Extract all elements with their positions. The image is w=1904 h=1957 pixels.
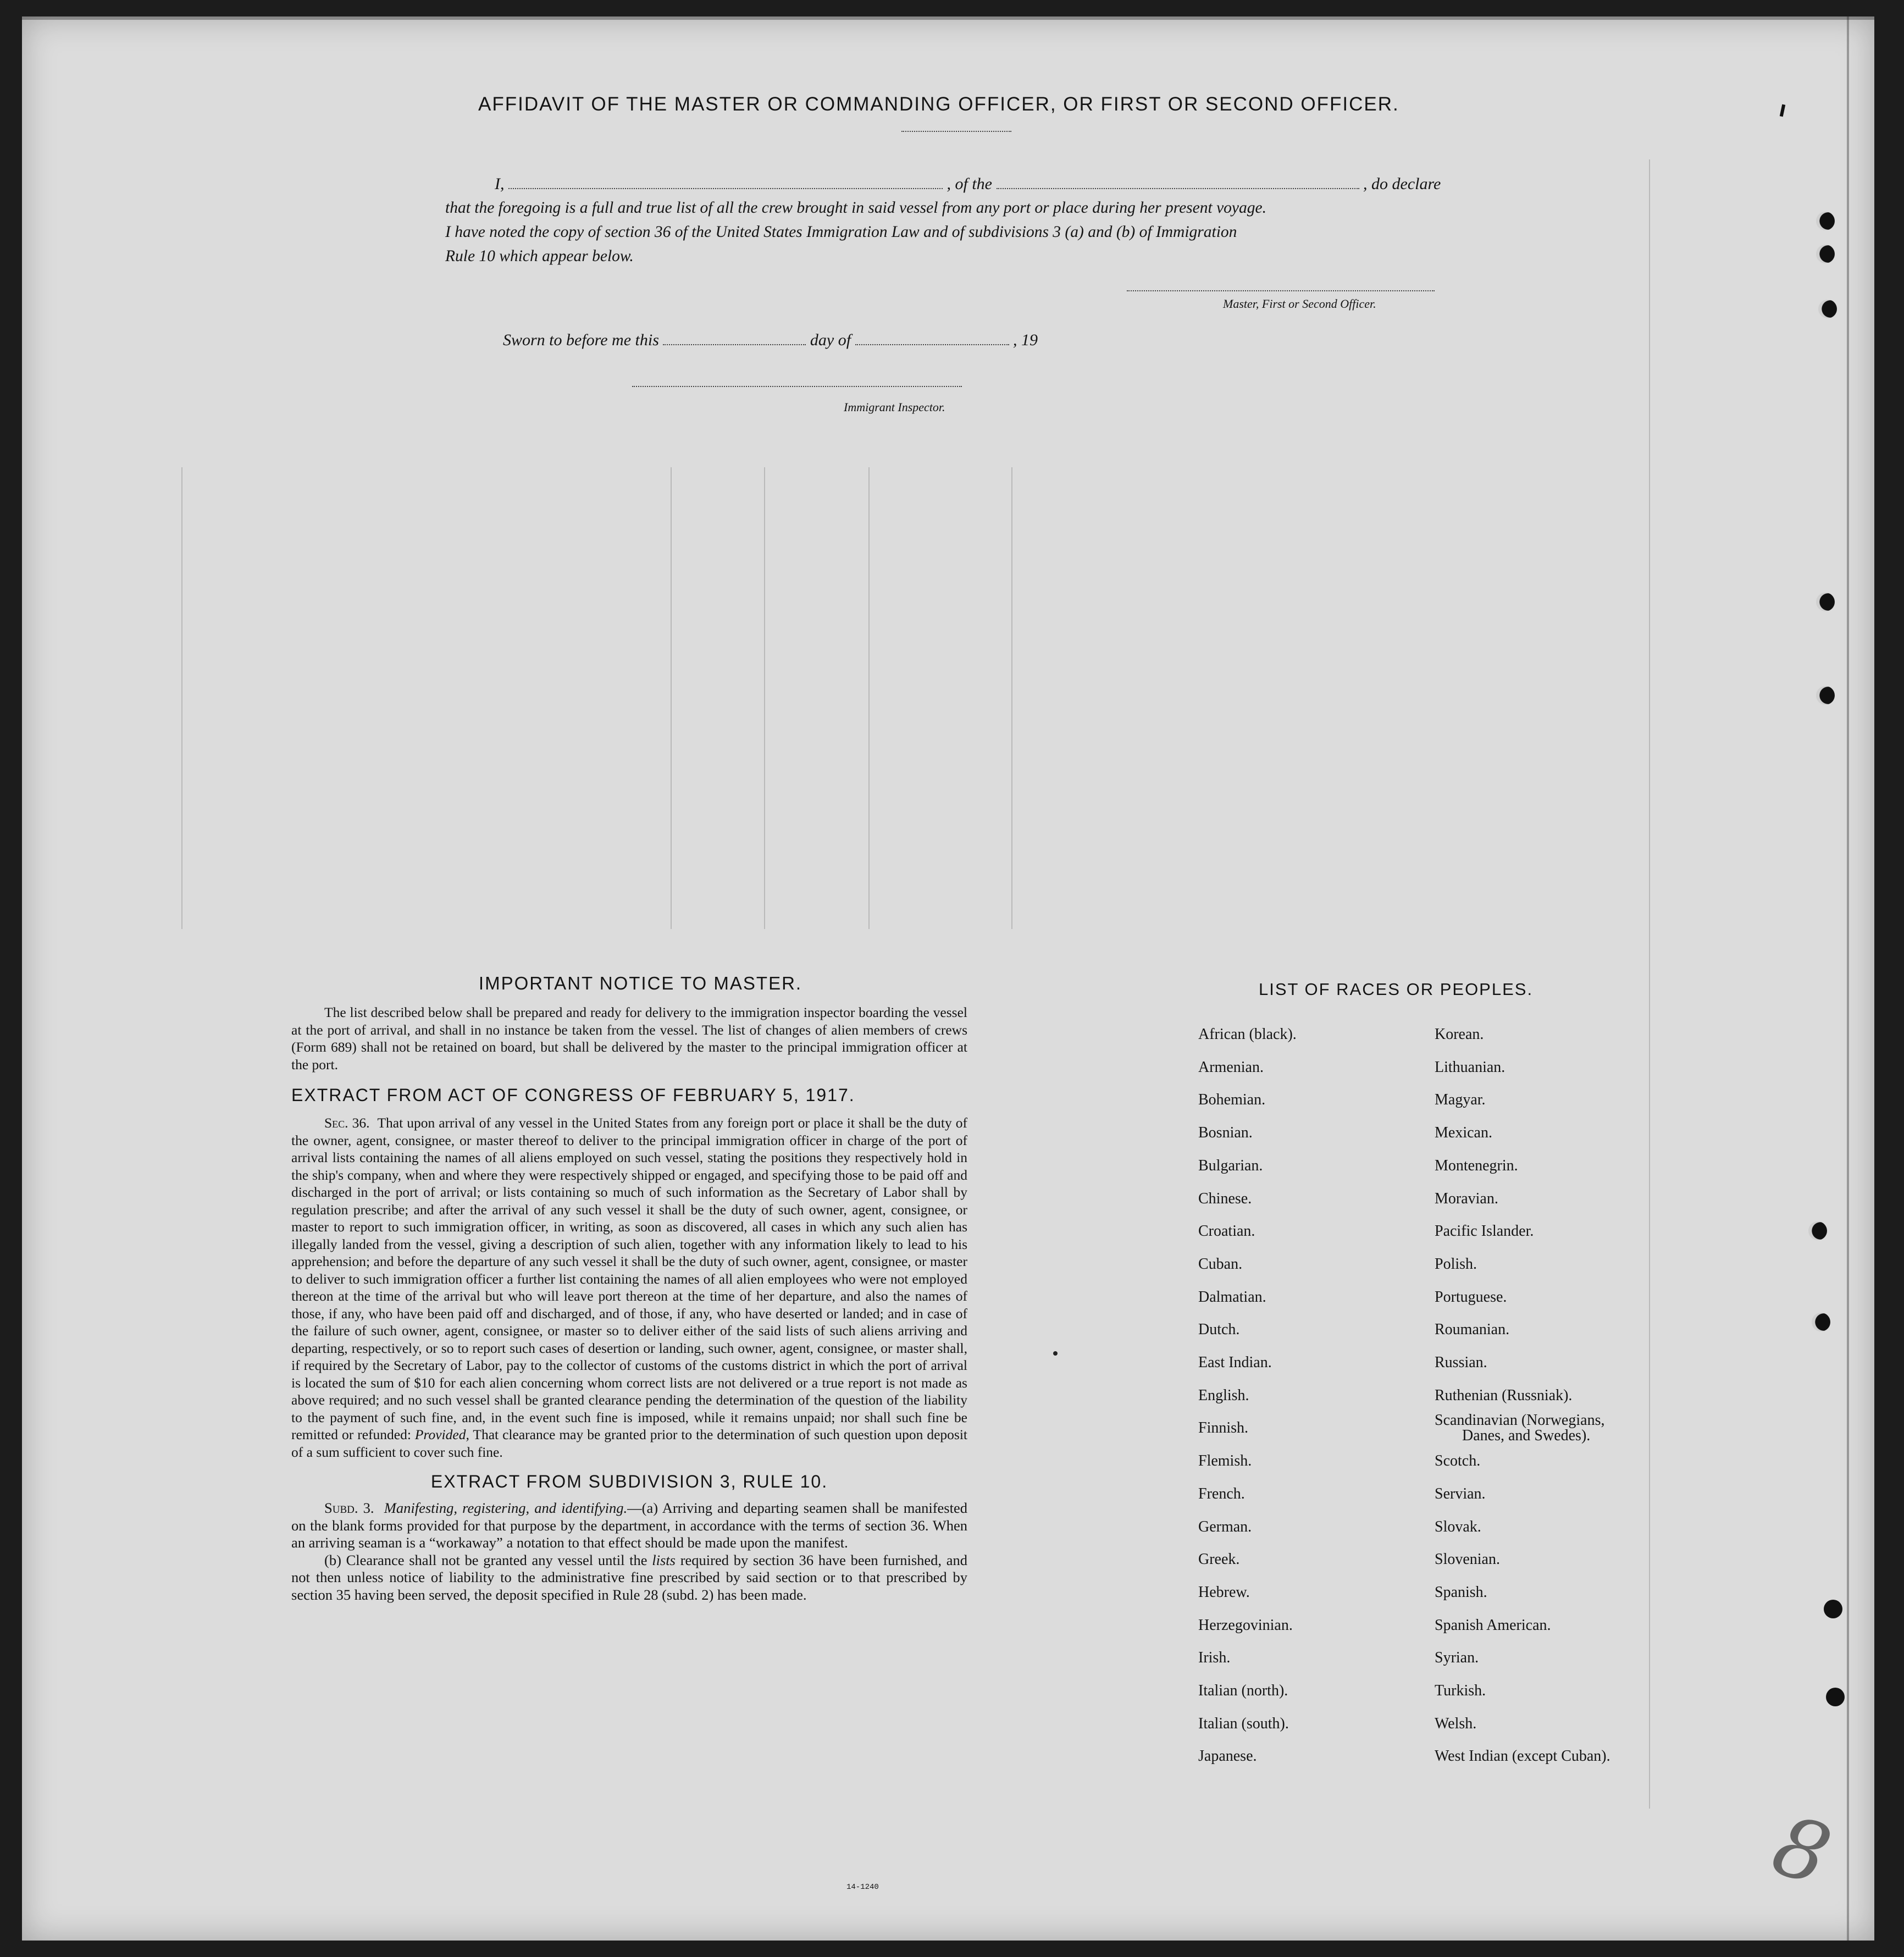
notice-paragraph: The list described below shall be prepared and ready for delivery to the immigration inspector boarding the vessel at the port of arrival, and shall in no instance be taken from the vessel. The list of changes of alien members of crews (Form 689) shall not be retained on board, but shall be delivered by the master to the principal immigration officer at the port. — [291, 1004, 967, 1073]
race-entry: Slovenian. — [1435, 1551, 1500, 1568]
race-entry: French. — [1198, 1485, 1245, 1502]
paper-edge-top — [22, 16, 1874, 20]
race-entry: West Indian (except Cuban). — [1435, 1748, 1610, 1765]
race-entry: Japanese. — [1198, 1748, 1257, 1765]
sworn-date-blank — [663, 344, 806, 345]
officer-name-blank — [508, 188, 943, 189]
races-title: LIST OF RACES OR PEOPLES. — [1259, 980, 1534, 999]
subdivision-a-paragraph — [291, 1500, 967, 1552]
race-entry: German. — [1198, 1518, 1252, 1535]
binder-hole — [1824, 1600, 1842, 1618]
race-entry: Lithuanian. — [1435, 1058, 1506, 1076]
race-entry: Magyar. — [1435, 1091, 1486, 1109]
race-entry: Greek. — [1198, 1551, 1240, 1568]
race-entry: Polish. — [1435, 1255, 1477, 1273]
affidavit-line-3: I have noted the copy of section 36 of the United States Immigration Law and of subdivisions 3 (a) and (b) of Immigration — [445, 223, 1237, 241]
race-entry: Dutch. — [1198, 1321, 1240, 1339]
race-entry: Servian. — [1435, 1485, 1486, 1502]
race-entry: Cuban. — [1198, 1255, 1243, 1273]
extract-rule-body — [291, 1500, 967, 1604]
race-entry: Dalmatian. — [1198, 1288, 1266, 1306]
subd-b-lists: lists — [652, 1551, 676, 1568]
section-36-text: That upon arrival of any vessel in the United States from any foreign port or place it shall be the duty of the owner, agent, consignee, or master thereof to deliver to the principal immigration officer in charge of the port of arrival lists containing the names of all aliens employed on such vessel, stating the positions they respectively hold in the ship's company, when and where they were respectively shipped or engaged, and specifying those to be paid off and discharged in the port of arrival; or lists containing so much of such information as the Secretary of Labor shall by regulation prescribe; and after the arrival of any such vessel it shall be the duty of such owner, agent, consignee, or master to report to such immigration officer, in writing, as soon as discovered, all cases in which any such alien has illegally landed from the vessel, giving a description of such alien, together with any information likely to lead to his apprehension; and before the departure of any such vessel it shall be the duty of such owner, agent, consignee, or master to deliver to such immigration officer a further list containing the names of all alien employees who were not employed thereon at the time of the arrival but who will leave port thereon at the time of her departure, and also the names of those, if any, who have been paid off and discharged, and of those, if any, who have deserted or landed; and in case of the failure of such owner, agent, consignee, or master so to deliver either of the said lists of such aliens arriving and departing, respectively, or so to report such cases of desertion or landing, such owner, agent, consignee, or master shall, if required by the Secretary of Labor, pay to the collector of customs of the customs district in which the port of arrival is located the sum of $10 for each alien concerning whom correct lists are not delivered or a true report is not made as above required; and no such vessel shall be granted clearance pending the determination of the question of the liability to the payment of such fine, and, in the event such fine is imposed, while it remains unpaid; nor shall such fine be remitted or refunded: — [291, 1115, 967, 1442]
handwritten-number: 8 — [1762, 1797, 1841, 1905]
race-entry: Italian (north). — [1198, 1682, 1288, 1700]
affidavit-line-2: that the foregoing is a full and true list of all the crew brought in said vessel from any port or place during her present voyage. — [445, 199, 1266, 217]
race-entry: Portuguese. — [1435, 1288, 1507, 1306]
race-entry: Bosnian. — [1198, 1124, 1253, 1142]
inspector-label: Immigrant Inspector. — [844, 400, 945, 414]
subdivision-b-paragraph — [291, 1552, 967, 1604]
affidavit-i-label: I, — [495, 175, 505, 193]
form-number: 14-1240 — [846, 1883, 879, 1892]
binder-hole — [1816, 212, 1835, 230]
subd-heading: Manifesting, registering, and identifying. — [384, 1500, 628, 1516]
extract-rule-title: EXTRACT FROM SUBDIVISION 3, RULE 10. — [430, 1472, 828, 1491]
subd-label: Subd. 3. — [324, 1500, 374, 1516]
sworn-year: , 19 — [1013, 331, 1038, 349]
affidavit-declare-label: , do declare — [1363, 175, 1441, 193]
race-entry: Turkish. — [1435, 1682, 1486, 1700]
stray-mark — [1780, 104, 1785, 117]
inspector-signature-line — [632, 386, 962, 387]
notice-body — [291, 1004, 967, 1073]
race-entry: Italian (south). — [1198, 1715, 1289, 1732]
section-36-paragraph — [291, 1114, 967, 1461]
binder-hole — [1826, 1688, 1845, 1706]
race-entry: Spanish American. — [1435, 1616, 1551, 1634]
binder-hole — [1816, 686, 1835, 705]
sworn-month-blank — [855, 344, 1009, 345]
binder-hole — [1808, 1221, 1827, 1240]
binder-hole — [1812, 1313, 1830, 1331]
extract-act-body — [291, 1114, 967, 1461]
race-entry: Mexican. — [1435, 1124, 1492, 1142]
race-entry: Bulgarian. — [1198, 1157, 1263, 1174]
left-notices-column — [291, 973, 967, 1604]
race-entry: East Indian. — [1198, 1354, 1272, 1372]
sworn-line — [503, 331, 1038, 350]
bleed-rule — [181, 467, 182, 929]
bleed-rule — [1011, 467, 1012, 929]
race-entry: Scandinavian (Norwegians, Danes, and Swedes). — [1435, 1412, 1610, 1445]
subd-a-text: —(a) Arriving and departing seamen shall be manifested on the blank forms provided for that purpose by the department, in accordance with the terms of section 36. When an arriving seaman is a “workaway” a notation to that effect should be made upon the manifest. — [291, 1500, 967, 1551]
title-underline — [901, 131, 1011, 132]
binder-hole — [1816, 245, 1835, 263]
section-36-text-end: That clearance may be granted prior to the determination of such question upon deposit of a sum sufficient to cover such fine. — [291, 1427, 967, 1460]
race-entry: Spanish. — [1435, 1583, 1487, 1601]
race-entry: English. — [1198, 1386, 1249, 1404]
race-entry: Roumanian. — [1435, 1321, 1510, 1339]
subd-b-end: required by section 36 have been furnished, and not then unless notice of liability to the administrative fine prescribed by said section or to that prescribed by section 35 having been served, the deposit specified in Rule 28 (subd. 2) has been made. — [291, 1551, 968, 1603]
affidavit-line-4: Rule 10 which appear below. — [445, 247, 634, 265]
race-entry: Pacific Islander. — [1435, 1223, 1534, 1240]
document-page — [22, 16, 1874, 1941]
race-entry-continuation: Danes, and Swedes). — [1462, 1427, 1591, 1445]
race-entry: Bohemian. — [1198, 1091, 1266, 1109]
race-entry: Croatian. — [1198, 1223, 1255, 1240]
race-entry: Korean. — [1435, 1026, 1484, 1043]
race-entry: Herzegovinian. — [1198, 1616, 1293, 1634]
master-signature-label: Master, First or Second Officer. — [1223, 297, 1376, 311]
race-entry: Slovak. — [1435, 1518, 1481, 1535]
stray-mark — [1053, 1351, 1058, 1356]
race-entry: Russian. — [1435, 1354, 1487, 1372]
extract-act-title: EXTRACT FROM ACT OF CONGRESS OF FEBRUARY 5, 1917. — [291, 1085, 855, 1105]
race-entry: Moravian. — [1435, 1190, 1498, 1207]
section-36-label: Sec. 36. — [324, 1115, 370, 1131]
subd-b-start: (b) Clearance shall not be granted any vessel until the — [324, 1551, 647, 1568]
race-entry: Chinese. — [1198, 1190, 1252, 1207]
race-entry: Scotch. — [1435, 1452, 1481, 1470]
sworn-prefix: Sworn to before me this — [503, 331, 659, 349]
vessel-name-blank — [997, 188, 1359, 189]
race-entry: Ruthenian (Russniak). — [1435, 1386, 1573, 1404]
race-entry: Welsh. — [1435, 1715, 1477, 1732]
affidavit-title: AFFIDAVIT OF THE MASTER OR COMMANDING OFFICER, OR FIRST OR SECOND OFFICER. — [478, 93, 1399, 115]
provided-word: Provided, — [414, 1427, 469, 1442]
affidavit-of-the-label: , of the — [947, 175, 992, 193]
race-entry: Flemish. — [1198, 1452, 1252, 1470]
race-entry: Syrian. — [1435, 1649, 1479, 1667]
binder-hole — [1816, 593, 1835, 611]
notice-title: IMPORTANT NOTICE TO MASTER. — [478, 973, 802, 993]
binder-hole — [1818, 300, 1837, 318]
bleed-rule — [868, 467, 870, 929]
master-signature-line — [1127, 290, 1435, 291]
race-entry: Armenian. — [1198, 1058, 1264, 1076]
race-entry: African (black). — [1198, 1026, 1297, 1043]
bleed-rule — [1649, 159, 1650, 1809]
race-entry: Hebrew. — [1198, 1583, 1250, 1601]
bleed-rule — [764, 467, 765, 929]
races-left-column — [1198, 1018, 1297, 1773]
race-entry: Finnish. — [1198, 1419, 1249, 1437]
bleed-rule — [671, 467, 672, 929]
races-right-column — [1435, 1018, 1610, 1773]
affidavit-line-1 — [495, 175, 1441, 194]
paper-edge-right — [1847, 16, 1849, 1941]
race-entry: Irish. — [1198, 1649, 1231, 1667]
race-entry: Montenegrin. — [1435, 1157, 1518, 1174]
sworn-day-of: day of — [810, 331, 851, 349]
